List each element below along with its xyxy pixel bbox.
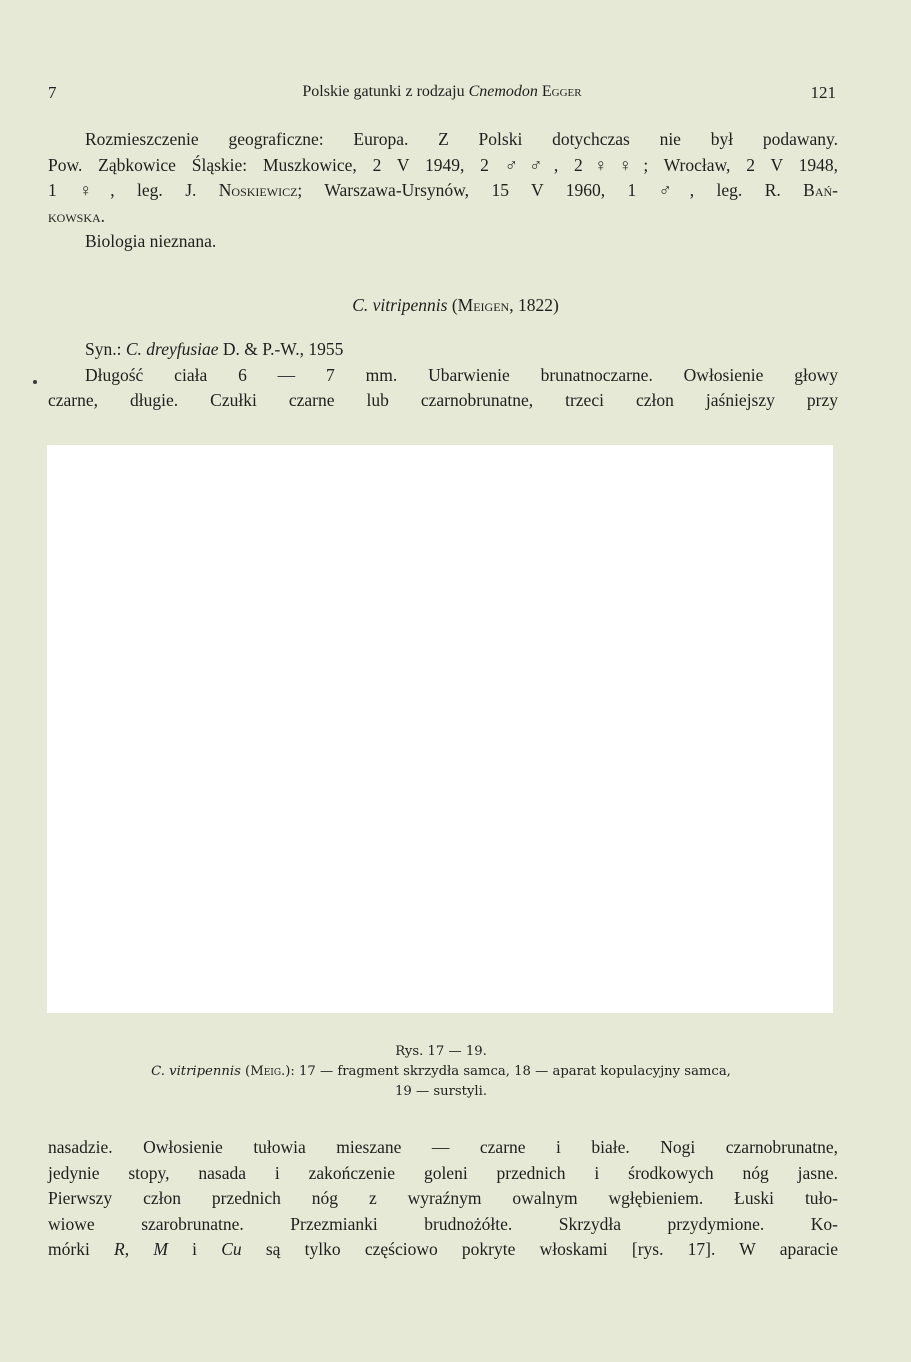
species-heading xyxy=(0,295,911,316)
figure-placeholder xyxy=(47,445,833,1013)
running-title-author: Egger xyxy=(541,83,582,100)
synonym-suffix: D. & P.-W., 1955 xyxy=(218,339,344,359)
cell-cu: Cu xyxy=(221,1239,242,1259)
description-bottom-line-5 xyxy=(48,1237,838,1263)
description-bottom-line-2: jedynie stopy, nasada i zakończenie goleni przednich i środkowych nóg jasne. xyxy=(48,1162,838,1183)
description-bottom-line-1: nasadzie. Owłosienie tułowia mieszane — czarne i białe. Nogi czarnobrunatne, xyxy=(48,1137,838,1157)
description-line-2: czarne, długie. Czułki czarne lub czarnobrunatne, trzeci człon jaśniejszy przy xyxy=(48,390,838,410)
caption-rest: ): 17 — fragment skrzydła samca, 18 — aparat kopulacyjny samca, xyxy=(285,1064,731,1079)
collector-name: Noskiewicz xyxy=(218,180,298,200)
caption-title: Rys. 17 — 19. xyxy=(395,1044,487,1059)
line5-c: i xyxy=(167,1239,222,1259)
biology-note: Biologia nieznana. xyxy=(85,231,217,251)
collector-name-2: Bań- xyxy=(803,180,838,200)
distribution-line-4-end: . xyxy=(100,205,106,226)
margin-dot xyxy=(33,380,37,384)
running-title-prefix: Polskie gatunki z rodzaju xyxy=(302,83,469,100)
distribution-line-3 xyxy=(48,178,838,204)
description-continued xyxy=(48,1135,838,1263)
line5-a: mórki xyxy=(48,1239,115,1259)
synonym-name: C. dreyfusiae xyxy=(125,339,219,359)
line5-b: , xyxy=(124,1239,154,1259)
collector-name-2-end: kowska xyxy=(48,205,101,226)
caption-line-2: 19 — surstyli. xyxy=(394,1084,488,1099)
description-line-1: Długość ciała 6 — 7 mm. Ubarwienie brunatnoczarne. Owłosienie głowy xyxy=(85,364,838,385)
page-number: 121 xyxy=(810,83,836,102)
running-title-genus: Cnemodon xyxy=(468,83,538,100)
cell-m: M xyxy=(153,1239,168,1259)
left-page-number: 7 xyxy=(48,83,57,102)
distribution-line-1: Rozmieszczenie geograficzne: Europa. Z Polski dotychczas nie był podawany. xyxy=(85,129,838,149)
species-heading-open: ( xyxy=(447,295,458,315)
distribution-line-3-a: 1 ♀, leg. J. xyxy=(48,180,219,200)
distribution-line-2: Pow. Ząbkowice Śląskie: Muszkowice, 2 V 1949, 2 ♂♂, 2♀♀; Wrocław, 2 V 1948, xyxy=(48,154,838,175)
species-name: C. vitripennis xyxy=(352,295,448,315)
figure-caption xyxy=(45,1042,837,1102)
distribution-paragraph xyxy=(48,127,838,255)
distribution-line-4 xyxy=(48,204,838,230)
synonym-line xyxy=(48,337,838,363)
line5-d: są tylko częściowo pokryte włoskami [rys. 17]. W aparacie xyxy=(241,1239,838,1259)
description-bottom-line-3: Pierwszy człon przednich nóg z wyraźnym owalnym wgłębieniem. Łuski tuło- xyxy=(48,1188,838,1208)
caption-line-1 xyxy=(45,1062,837,1082)
synonym-prefix: Syn.: xyxy=(85,339,126,359)
running-title xyxy=(48,83,836,101)
caption-author: Meig. xyxy=(250,1064,286,1079)
running-header xyxy=(48,83,836,107)
description-bottom-line-4: wiowe szarobrunatne. Przezmianki brudnożółte. Skrzydła przydymione. Ko- xyxy=(48,1213,838,1234)
cell-r: R xyxy=(114,1239,125,1259)
species-year: , 1822) xyxy=(509,295,559,315)
synonym-and-description xyxy=(48,337,838,414)
distribution-line-3-c: ; Warszawa-Ursynów, 15 V 1960, 1 ♂, leg. R. xyxy=(297,180,804,200)
caption-author-open: ( xyxy=(240,1064,251,1079)
caption-species: C. vitripennis xyxy=(151,1064,241,1079)
species-author: Meigen xyxy=(457,295,510,315)
